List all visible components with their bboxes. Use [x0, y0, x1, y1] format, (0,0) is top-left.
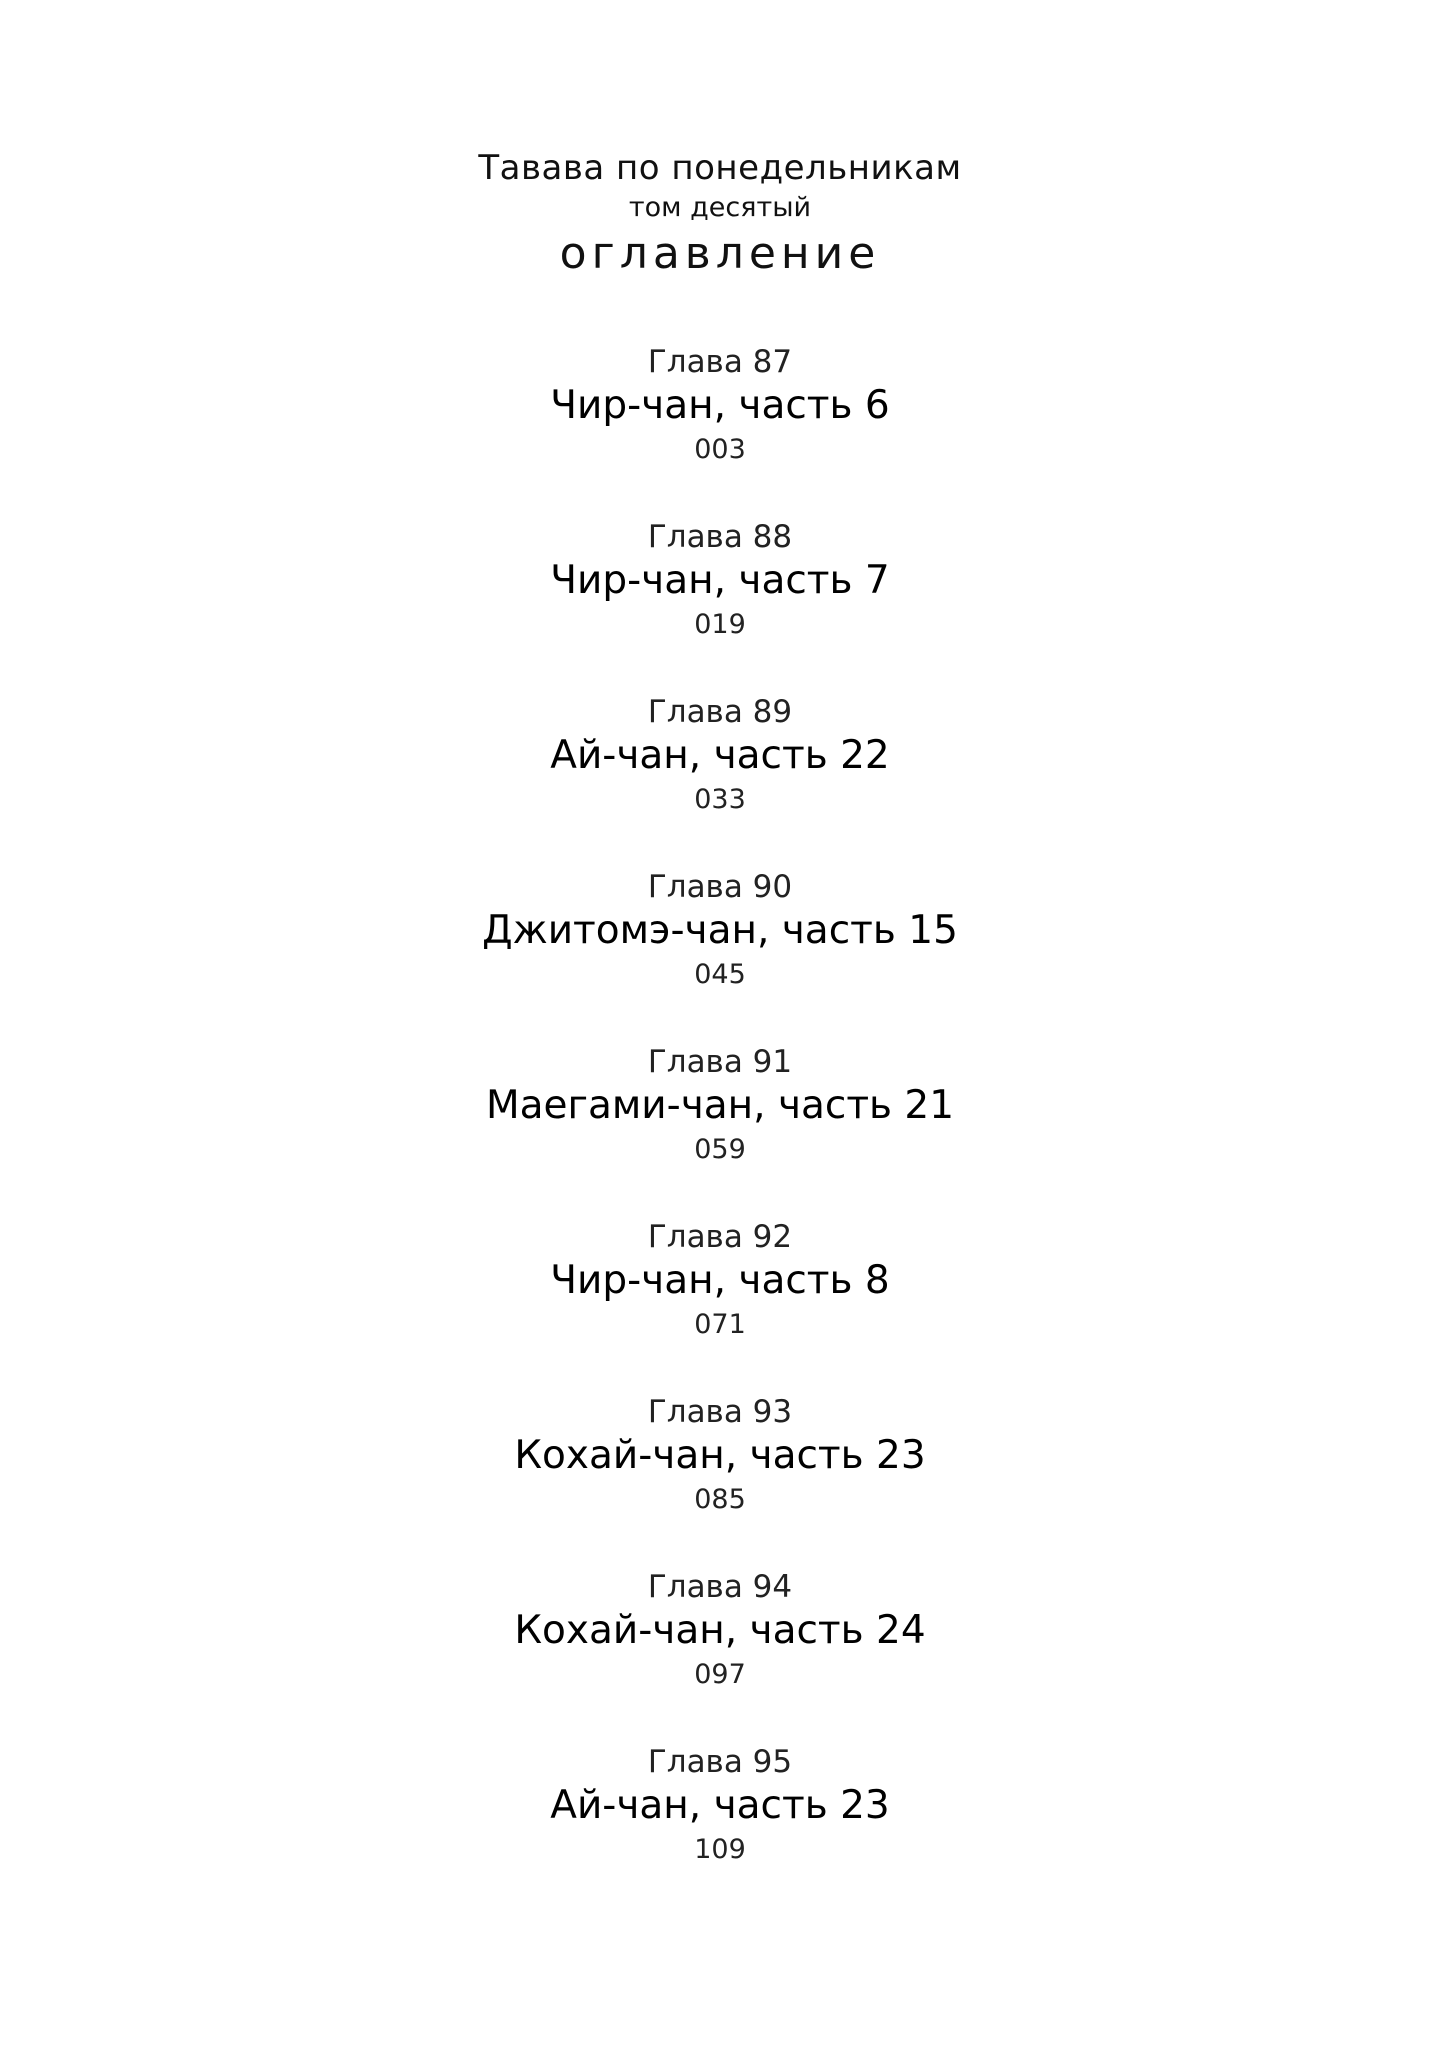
- chapter-page-number: 109: [694, 1834, 746, 1865]
- toc-entry[interactable]: [0, 1218, 1440, 1393]
- chapter-number: Глава 92: [647, 1219, 793, 1255]
- chapter-page-number: 003: [694, 434, 746, 465]
- toc-entry[interactable]: [0, 1393, 1440, 1568]
- chapter-title: Чир-чан, часть 6: [550, 383, 890, 428]
- chapter-page-number: 033: [694, 784, 746, 815]
- chapter-page-number: 045: [694, 959, 746, 990]
- chapter-page-number: 059: [694, 1134, 746, 1165]
- chapter-number: Глава 87: [647, 344, 793, 380]
- chapter-number: Глава 89: [647, 694, 793, 730]
- volume-title: том десятый: [628, 192, 812, 223]
- toc-entry[interactable]: [0, 693, 1440, 868]
- chapter-number: Глава 94: [647, 1569, 793, 1605]
- chapter-title: Чир-чан, часть 7: [550, 558, 890, 603]
- chapter-number: Глава 95: [647, 1744, 793, 1780]
- toc-heading: оглавление: [559, 228, 881, 279]
- chapter-page-number: 071: [694, 1309, 746, 1340]
- toc-list: [0, 343, 1440, 1918]
- chapter-title: Ай-чан, часть 23: [550, 1783, 890, 1828]
- toc-entry[interactable]: [0, 343, 1440, 518]
- chapter-title: Кохай-чан, часть 24: [514, 1608, 926, 1653]
- toc-entry[interactable]: [0, 1568, 1440, 1743]
- chapter-title: Маегами-чан, часть 21: [485, 1083, 955, 1128]
- chapter-title: Чир-чан, часть 8: [550, 1258, 890, 1303]
- toc-entry[interactable]: [0, 518, 1440, 693]
- chapter-number: Глава 91: [647, 1044, 793, 1080]
- chapter-title: Ай-чан, часть 22: [550, 733, 890, 778]
- chapter-page-number: 097: [694, 1659, 746, 1690]
- series-title: Тавава по понедельникам: [478, 148, 962, 188]
- chapter-number: Глава 93: [647, 1394, 793, 1430]
- chapter-page-number: 019: [694, 609, 746, 640]
- toc-entry[interactable]: [0, 1743, 1440, 1918]
- chapter-number: Глава 90: [647, 869, 793, 905]
- chapter-page-number: 085: [694, 1484, 746, 1515]
- chapter-number: Глава 88: [647, 519, 793, 555]
- chapter-title: Джитомэ-чан, часть 15: [482, 908, 958, 953]
- toc-entry[interactable]: [0, 868, 1440, 1043]
- toc-entry[interactable]: [0, 1043, 1440, 1218]
- chapter-title: Кохай-чан, часть 23: [514, 1433, 926, 1478]
